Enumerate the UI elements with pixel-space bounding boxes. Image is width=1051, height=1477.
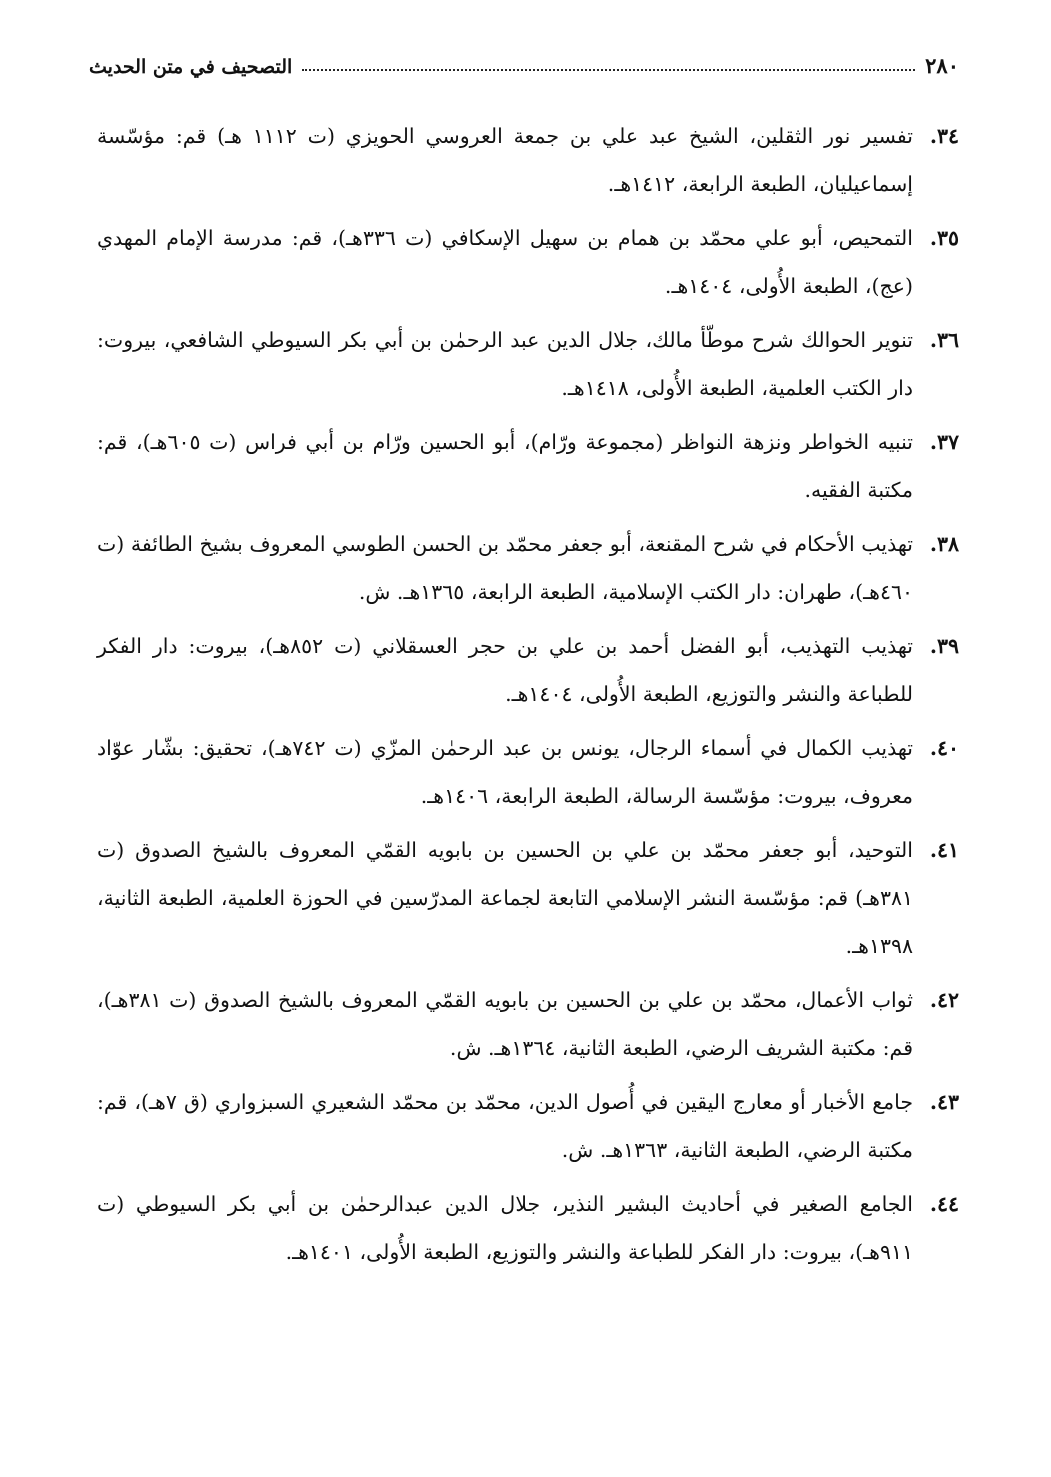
entry-number: ٤١.: [929, 838, 959, 862]
entry-number: ٣٤.: [929, 124, 959, 148]
entry-text: جامع الأخبار أو معارج اليقين في أُصول الدين، محمّد بن محمّد الشعيري السبزواري (ق ٧هـ)، قم: مكتبة الرضي، الطبعة الثانية، ١٣٦٣هـ. ش.: [97, 1090, 914, 1162]
entry-text: ثواب الأعمال، محمّد بن علي بن الحسين بن بابويه القمّي المعروف بالشيخ الصدوق (ت ٣٨١هـ)، قم: مكتبة الشريف الرضي، الطبعة الثانية، ١٣٦٤هـ. ش.: [97, 988, 913, 1060]
bibliography-entry: [97, 316, 959, 412]
entry-number: ٤٤.: [929, 1192, 959, 1216]
book-title: التصحيف في متن الحديث: [89, 56, 293, 78]
entry-text: تنوير الحوالك شرح موطّأ مالك، جلال الدين عبد الرحمٰن بن أبي بكر السيوطي الشافعي، بيروت: دار الكتب العلمية، الطبعة الأُولى، ١٤١٨هـ.: [97, 328, 913, 400]
entry-number: ٣٦.: [929, 328, 959, 352]
entry-text: تهذيب التهذيب، أبو الفضل أحمد بن علي بن حجر العسقلاني (ت ٨٥٢هـ)، بيروت: دار الفكر للطباعة والنشر والتوزيع، الطبعة الأُولى، ١٤٠٤هـ.: [97, 634, 913, 706]
bibliography-entry: [97, 520, 959, 616]
header-dotted-leader: [302, 68, 915, 71]
entry-text: تفسير نور الثقلين، الشيخ عبد علي بن جمعة العروسي الحويزي (ت ١١١٢ هـ) قم: مؤسّسة إسماعيليان، الطبعة الرابعة، ١٤١٢هـ.: [97, 124, 913, 196]
entry-number: ٣٧.: [929, 430, 959, 454]
entry-number: ٣٨.: [929, 532, 959, 556]
entry-text: الجامع الصغير في أحاديث البشير النذير، جلال الدين عبدالرحمٰن بن أبي بكر السيوطي (ت ٩١١هـ)، بيروت: دار الفكر للطباعة والنشر والتوزيع، الطبعة الأُولى، ١٤٠١هـ.: [97, 1192, 913, 1264]
bibliography-entry: [97, 976, 959, 1072]
bibliography-entry: [97, 1078, 959, 1174]
bibliography-entry: [97, 826, 959, 970]
entry-text: تهذيب الأحكام في شرح المقنعة، أبو جعفر محمّد بن الحسن الطوسي المعروف بشيخ الطائفة (ت ٤٦٠هـ)، طهران: دار الكتب الإسلامية، الطبعة الرابعة، ١٣٦٥هـ. ش.: [97, 532, 913, 604]
bibliography-entry: [97, 418, 959, 514]
bibliography-entry: [97, 112, 959, 208]
entry-number: ٤٣.: [929, 1090, 959, 1114]
running-header: [89, 42, 959, 78]
bibliography-entry: [97, 1180, 959, 1276]
entry-number: ٤٢.: [929, 988, 959, 1012]
entry-text: تهذيب الكمال في أسماء الرجال، يونس بن عبد الرحمٰن المزّي (ت ٧٤٢هـ)، تحقيق: بشّار عوّاد معروف، بيروت: مؤسّسة الرسالة، الطبعة الرابعة، ١٤٠٦هـ.: [97, 736, 913, 808]
bibliography-entry: [97, 214, 959, 310]
entry-number: ٤٠.: [929, 736, 959, 760]
entry-text: تنبيه الخواطر ونزهة النواظر (مجموعة ورّام)، أبو الحسين ورّام بن أبي فراس (ت ٦٠٥هـ)، قم: مكتبة الفقيه.: [97, 430, 914, 502]
entry-number: ٣٩.: [929, 634, 959, 658]
entry-text: التوحيد، أبو جعفر محمّد بن علي بن الحسين بن بابويه القمّي المعروف بالشيخ الصدوق (ت ٣٨١هـ) قم: مؤسّسة النشر الإسلامي التابعة لجماعة المدرّسين في الحوزة العلمية، الطبعة الثانية، ١٣٩٨هـ.: [97, 838, 913, 958]
entry-number: ٣٥.: [929, 226, 959, 250]
entry-text: التمحيص، أبو علي محمّد بن همام بن سهيل الإسكافي (ت ٣٣٦هـ)، قم: مدرسة الإمام المهدي (عج)، الطبعة الأُولى، ١٤٠٤هـ.: [97, 226, 913, 298]
bibliography-list: [97, 112, 959, 1282]
bibliography-entry: [97, 622, 959, 718]
bibliography-entry: [97, 724, 959, 820]
page-number: ٢٨٠: [925, 53, 959, 78]
